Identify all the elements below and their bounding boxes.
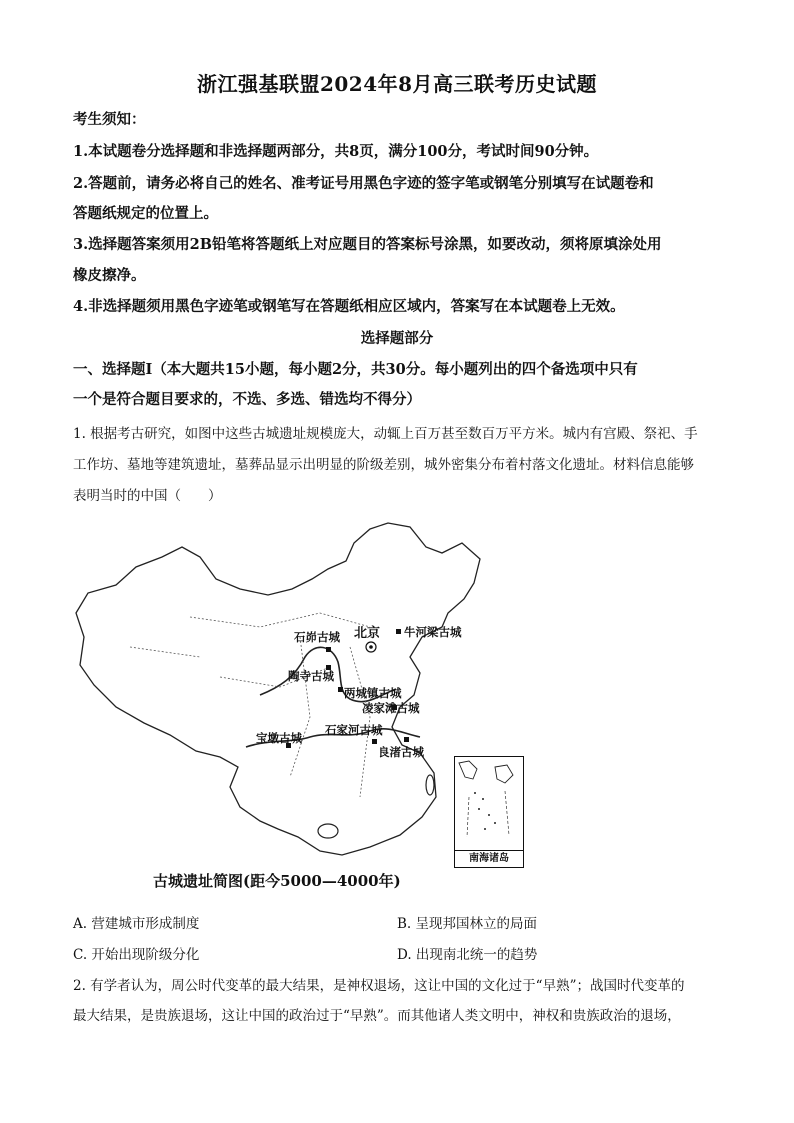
notice-line: 4.非选择题须用黑色字迹笔或钢笔写在答题纸相应区域内，答案写在本试题卷上无效。 <box>73 298 625 315</box>
site-label: 牛河梁古城 <box>404 625 462 639</box>
section-title: 选择题部分 <box>360 330 434 347</box>
notice-line: 3.选择题答案须用2B铅笔将答题纸上对应题目的答案标号涂黑，如要改动，须将原填涂处用 <box>73 236 662 253</box>
question-1-text: 1. 根据考古研究，如图中这些古城遗址规模庞大，动辄上百万甚至数百万平方米。城内有宫殿、祭祀、手 <box>73 426 698 442</box>
inset-label: 南海诸岛 <box>455 850 523 867</box>
site-label: 宝墩古城 <box>256 731 302 745</box>
question-2-text: 2. 有学者认为，周公时代变革的最大结果，是神权退场，这让中国的文化过于“早熟”；战国时代变革的 <box>73 978 685 994</box>
option-b[interactable]: B. 呈现邦国林立的局面 <box>397 916 538 932</box>
option-d[interactable]: D. 出现南北统一的趋势 <box>397 947 538 963</box>
site-label: 石家河古城 <box>325 723 383 737</box>
part-intro: 一、选择题Ⅰ（本大题共15小题，每小题2分，共30分。每小题列出的四个备选项中只有 <box>73 361 638 378</box>
notice-line: 橡皮擦净。 <box>73 267 146 284</box>
site-label: 凌家滩古城 <box>362 701 420 715</box>
beijing-label: 北京 <box>354 626 381 641</box>
option-a[interactable]: A. 营建城市形成制度 <box>73 916 200 932</box>
notice-line: 答题纸规定的位置上。 <box>73 205 218 222</box>
question-1-text: 工作坊、墓地等建筑遗址，墓葬品显示出明显的阶级差别，城外密集分布着村落文化遗址。材料信息能够 <box>73 457 694 473</box>
site-label: 陶寺古城 <box>288 669 334 683</box>
page-title: 浙江强基联盟2024年8月高三联考历史试题 <box>196 72 598 96</box>
option-c[interactable]: C. 开始出现阶级分化 <box>73 947 200 963</box>
map-caption: 古城遗址简图(距今5000—4000年) <box>153 872 401 890</box>
site-label: 两城镇古城 <box>344 686 402 700</box>
south-sea-islands-sketch <box>455 757 523 849</box>
south-sea-islands-inset <box>454 756 524 868</box>
question-1-text: 表明当时的中国（ ） <box>73 488 222 504</box>
question-2-text: 最大结果，是贵族退场，这让中国的政治过于“早熟”。而其他诸人类文明中，神权和贵族政治的退场， <box>73 1008 681 1024</box>
notice-line: 2.答题前，请务必将自己的姓名、准考证号用黑色字迹的签字笔或钢笔分别填写在试题卷和 <box>73 175 654 192</box>
notice-heading: 考生须知： <box>73 111 146 128</box>
site-label: 石峁古城 <box>294 630 340 644</box>
site-label: 良渚古城 <box>378 745 424 759</box>
notice-line: 1.本试题卷分选择题和非选择题两部分，共8页，满分100分，考试时间90分钟。 <box>73 143 599 160</box>
part-intro: 一个是符合题目要求的，不选、多选、错选均不得分） <box>73 391 421 408</box>
